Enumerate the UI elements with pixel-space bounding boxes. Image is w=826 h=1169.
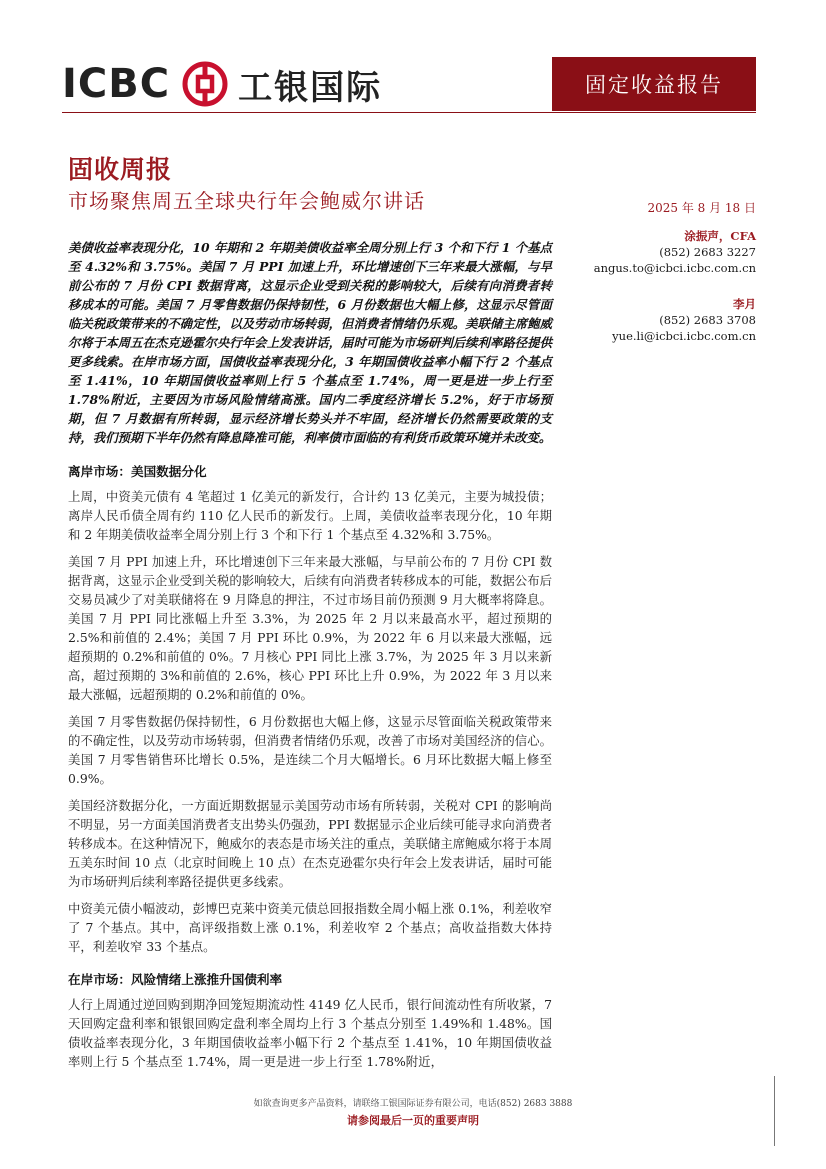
section-heading: 离岸市场：美国数据分化 (68, 464, 207, 479)
section-onshore-market (68, 970, 552, 1071)
paragraph: 上周，中资美元债有 4 笔超过 1 亿美元的新发行，合计约 13 亿美元，主要为城投债；离岸人民币债全周有约 110 亿人民币的新发行。上周，美债收益率表现分化，10 年期和 2 年期美债收益率全周分别上行 3 个和下行 1 个基点至 4.32%和 3.75%。 (68, 489, 552, 542)
paragraph: 中资美元债小幅波动，彭博巴克莱中资美元债总回报指数全周小幅上涨 0.1%，利差收窄了 7 个基点。其中，高评级指数上涨 0.1%，利差收窄 2 个基点；高收益指数大体持平，利差收窄 33 个基点。 (68, 901, 552, 954)
analyst-phone: (852) 2683 3708 (659, 313, 756, 327)
section-offshore-market (68, 462, 552, 956)
report-body (68, 462, 552, 1079)
analyst-contacts (594, 228, 756, 344)
executive-summary: 美债收益率表现分化，10 年期和 2 年期美债收益率全周分别上行 3 个和下行 1 个基点至 4.32%和 3.75%。美国 7 月 PPI 加速上升，环比增速创下三年来最大涨幅，与早前公布的 7 月份 CPI 数据背离，这显示企业受到关税的影响较大，后续有向消费者转移成本的可能。美国 7 月零售数据仍保持韧性，6 月份数据也大幅上修，这显示尽管面临关税政策带来的不确定性，以及劳动市场转弱，但消费者情绪仍乐观。美联储主席鲍威尔将于本周五在杰克逊霍尔央行年会上发表讲话，届时可能为市场研判后续利率路径提供更多线索。在岸市场方面，国债收益率表现分化，3 年期国债收益率小幅下行 2 个基点至 1.41%，10 年期国债收益率则上行 5 个基点至 1.74%，周一更是进一步上行至 1.78%附近，主要因为市场风险情绪高涨。国内二季度经济增长 5.2%，好于市场预期，但 7 月数据有所转弱，显示经济增长势头并不牢固，经济增长仍然需要政策的支持，我们预期下半年仍然有降息降准可能，利率债市面临的有利货币政策环境并未改变。 (68, 240, 552, 445)
analyst-email[interactable]: yue.li@icbci.icbc.com.cn (612, 329, 756, 343)
company-logo (62, 58, 382, 110)
footer-disclaimer-link[interactable]: 请参阅最后一页的重要声明 (347, 1114, 479, 1127)
analyst-name: 李月 (733, 297, 756, 311)
logo-text-en: ICBC (62, 61, 171, 107)
report-date: 2025 年 8 月 18 日 (647, 201, 756, 215)
paragraph: 人行上周通过逆回购到期净回笼短期流动性 4149 亿人民币，银行间流动性有所收紧，7 天回购定盘利率和银银回购定盘利率全周均上行 3 个基点分别至 1.49%和 1.48%。国债收益率表现分化，3 年期国债收益率小幅下行 2 个基点至 1.41%，10 年期国债收益率则上行 5 个基点至 1.74%，周一更是进一步上行至 1.78%附近， (68, 997, 552, 1069)
footer-contact-line: 如欲查询更多产品资料，请联络工银国际证券有限公司，电话(852) 2683 3888 (253, 1099, 573, 1109)
analyst-email[interactable]: angus.to@icbci.icbc.com.cn (593, 261, 756, 275)
paragraph: 美国 7 月零售数据仍保持韧性，6 月份数据也大幅上修，这显示尽管面临关税政策带来的不确定性，以及劳动市场转弱，但消费者情绪仍乐观，改善了市场对美国经济的信心。美国 7 月零售销售环比增长 0.5%，是连续二个月大幅增长。6 月环比数据大幅上修至 0.9%。 (68, 714, 552, 786)
report-subtitle: 市场聚焦周五全球央行年会鲍威尔讲话 (68, 189, 425, 213)
analyst-phone: (852) 2683 3227 (659, 245, 756, 259)
icbc-emblem-icon (182, 61, 228, 107)
header-divider (62, 112, 756, 113)
report-type-banner: 固定收益报告 (552, 57, 756, 111)
paragraph: 美国经济数据分化，一方面近期数据显示美国劳动市场有所转弱，关税对 CPI 的影响尚不明显，另一方面美国消费者支出势头仍强劲，PPI 数据显示企业后续可能寻求向消费者转移成本。在这种情况下，鲍威尔的表态是市场关注的重点，美联储主席鲍威尔将于本周五美东时间 10 点（北京时间晚上 10 点）在杰克逊霍尔央行年会上发表讲话，届时可能为市场研判后续利率路径提供更多线索。 (68, 798, 552, 889)
section-heading: 在岸市场：风险情绪上涨推升国债利率 (68, 972, 283, 987)
footer-vertical-rule (774, 1076, 775, 1146)
report-title: 固收周报 (68, 155, 173, 184)
paragraph: 美国 7 月 PPI 加速上升，环比增速创下三年来最大涨幅，与早前公布的 7 月份 CPI 数据背离，这显示企业受到关税的影响较大，后续有向消费者转移成本的可能，数据公布后交易员减少了对美联储将在 9 月降息的押注，不过市场目前仍预测 9 月大概率将降息。美国 7 月 PPI 同比涨幅上升至 3.3%，为 2025 年 2 月以来最高水平，超过预期的 2.5%和前值的 2.4%；美国 7 月 PPI 环比 0.9%，为 2022 年 6 月以来最大涨幅，远超预期的 0.2%和前值的 0%。7 月核心 PPI 同比上涨 3.7%，为 2025 年 3 月以来新高，超过预期的 3%和前值的 2.6%，核心 PPI 环比上升 0.9%，为 2022 年 3 月以来最大涨幅，远超预期的 0.2%和前值的 0%。 (68, 554, 552, 702)
analyst-name: 涂振声，CFA (684, 229, 756, 243)
logo-text-cn: 工银国际 (238, 67, 383, 108)
